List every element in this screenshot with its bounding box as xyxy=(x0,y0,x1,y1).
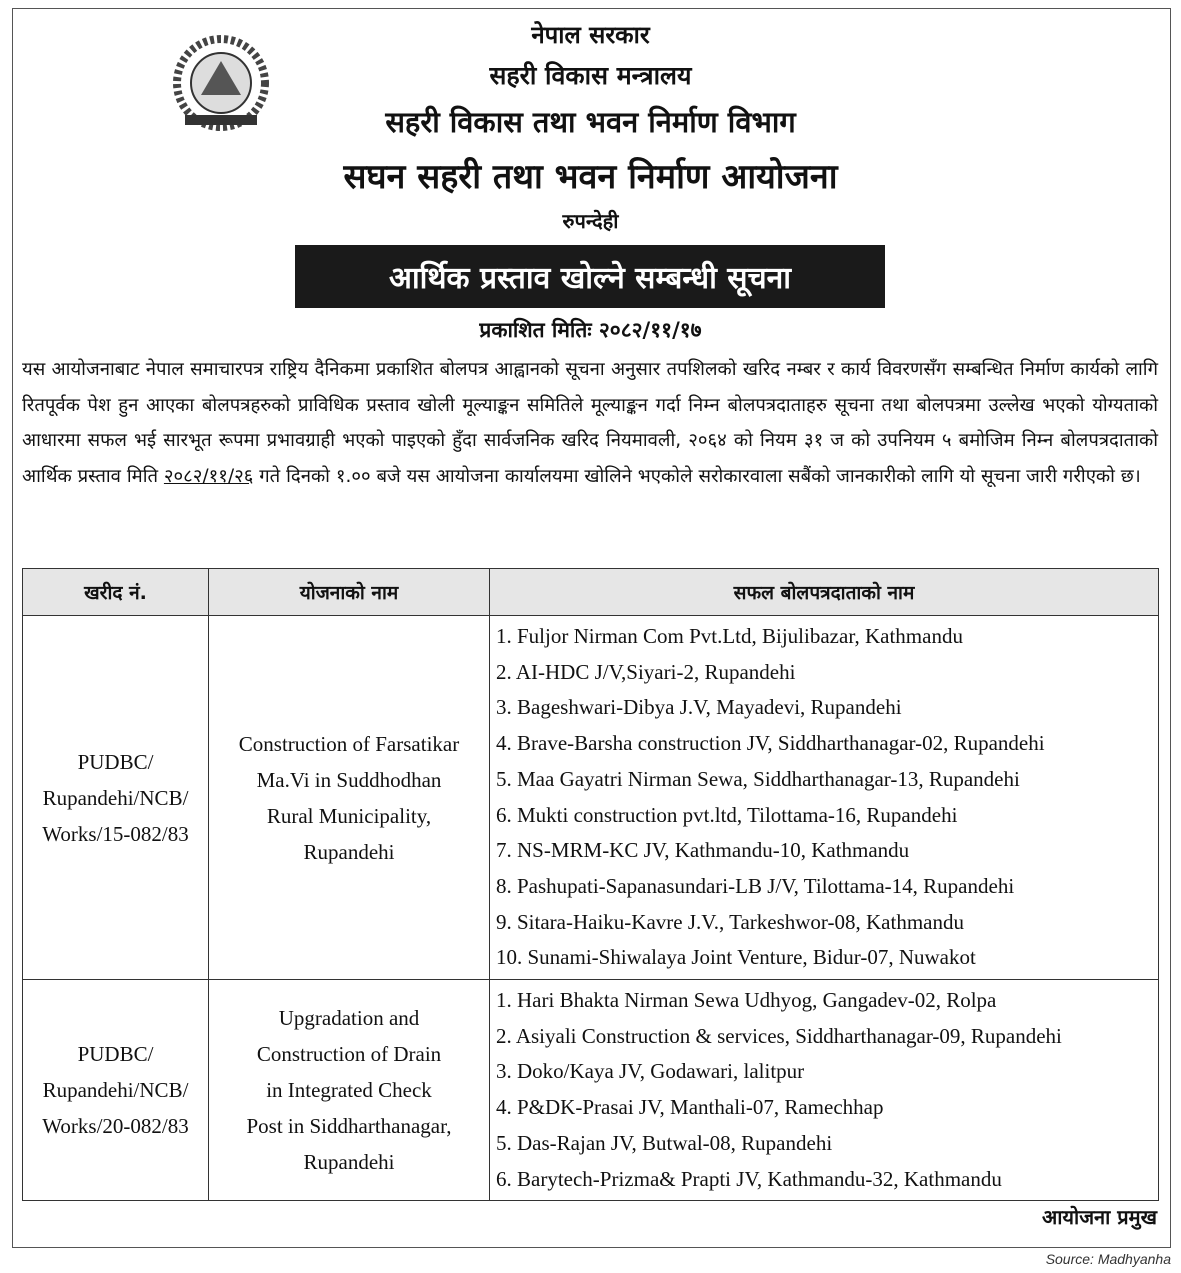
list-item: 5. Das-Rajan JV, Butwal-08, Rupandehi xyxy=(496,1130,833,1155)
bidders-table xyxy=(22,568,1159,1201)
list-item: 8. Pashupati-Sapanasundari-LB J/V, Tilottama-14, Rupandehi xyxy=(496,873,1015,898)
project-name: Construction of Farsatikar Ma.Vi in Suddhodhan Rural Municipality, Rupandehi xyxy=(209,616,490,980)
header-bidder-name: सफल बोलपत्रदाताको नाम xyxy=(490,569,1159,616)
notice-body xyxy=(22,352,1158,494)
list-item: 1. Fuljor Nirman Com Pvt.Ltd, Bijulibazar, Kathmandu xyxy=(496,624,963,648)
procurement-no: PUDBC/ Rupandehi/NCB/ Works/20-082/83 xyxy=(23,980,209,1201)
header-procurement-no: खरीद नं. xyxy=(23,569,209,616)
header-project-name: योजनाको नाम xyxy=(209,569,490,616)
source-credit: Source: Madhyanha xyxy=(1045,1251,1171,1267)
list-item: 5. Maa Gayatri Nirman Sewa, Siddharthanagar-13, Rupandehi xyxy=(496,766,1020,791)
body-text-end: गते दिनको १.०० बजे यस आयोजना कार्यालयमा खोलिने भएकोले सरोकारवाला सबैंको जानकारीको लागि यो सूचना जारी गरीएको छ। xyxy=(253,465,1141,487)
project-name: Upgradation and Construction of Drain in Integrated Check Post in Siddharthanagar, Rupandehi xyxy=(209,980,490,1201)
procurement-no: PUDBC/ Rupandehi/NCB/ Works/15-082/83 xyxy=(23,616,209,980)
signature-title: आयोजना प्रमुख xyxy=(1041,1205,1157,1229)
notice-title-banner: आर्थिक प्रस्ताव खोल्ने सम्बन्धी सूचना xyxy=(295,245,885,308)
list-item: 4. Brave-Barsha construction JV, Siddharthanagar-02, Rupandehi xyxy=(496,731,1045,756)
published-date: प्रकाशित मितिः २०८२/११/१७ xyxy=(479,318,702,342)
list-item: 4. P&DK-Prasai JV, Manthali-07, Ramechhap xyxy=(496,1095,884,1120)
list-item: 2. AI-HDC J/V,Siyari-2, Rupandehi xyxy=(496,659,796,684)
list-item: 7. NS-MRM-KC JV, Kathmandu-10, Kathmandu xyxy=(496,838,910,863)
header-line-4: सघन सहरी तथा भवन निर्माण आयोजना xyxy=(343,157,838,197)
bidder-list xyxy=(490,980,1159,1201)
table-header-row xyxy=(23,569,1159,616)
list-item: 6. Mukti construction pvt.ltd, Tilottama-16, Rupandehi xyxy=(496,802,958,827)
opening-date: २०८२/११/२६ xyxy=(163,465,254,487)
header-line-3: सहरी विकास तथा भवन निर्माण विभाग xyxy=(385,105,796,139)
list-item: 6. Barytech-Prizma& Prapti JV, Kathmandu-32, Kathmandu xyxy=(496,1166,1002,1191)
list-item: 2. Asiyali Construction & services, Siddharthanagar-09, Rupandehi xyxy=(496,1023,1062,1048)
list-item: 3. Bageshwari-Dibya J.V, Mayadevi, Rupandehi xyxy=(496,695,902,720)
list-item: 3. Doko/Kaya JV, Godawari, lalitpur xyxy=(496,1059,805,1084)
list-item: 1. Hari Bhakta Nirman Sewa Udhyog, Gangadev-02, Rolpa xyxy=(496,988,997,1013)
table-row xyxy=(23,616,1159,980)
header-line-2: सहरी विकास मन्त्रालय xyxy=(489,61,692,90)
list-item: 9. Sitara-Haiku-Kavre J.V., Tarkeshwor-08, Kathmandu xyxy=(496,909,964,934)
header-line-1: नेपाल सरकार xyxy=(531,21,650,49)
body-text: यस आयोजनाबाट नेपाल समाचारपत्र राष्ट्रिय दैनिकमा प्रकाशित बोलपत्र आह्वानको सूचना अनुसार तपशिलको खरिद नम्बर र कार्य विवरणसँग सम्बन्धित निर्माण कार्यको लागि रितपूर्वक पेश हुन आएका बोलपत्रहरुको प्राविधिक प्रस्ताव खोली मूल्याङ्कन समितिले मूल्याङ्कन गर्दा निम्न बोलपत्रदाताहरु सूचना तथा बोलपत्रमा उल्लेख भएको योग्यताको आधारमा सफल भई सारभूत रूपमा प्रभावग्राही भएको पाइएको हुँदा सार्वजनिक खरिद नियमावली, २०६४ को नियम ३१ ज को उपनियम ५ बमोजिम निम्न बोलपत्रदाताको आर्थिक प्रस्ताव मिति xyxy=(22,359,1158,487)
bidder-list xyxy=(490,616,1159,980)
table-row xyxy=(23,980,1159,1201)
list-item: 10. Sunami-Shiwalaya Joint Venture, Bidur-07, Nuwakot xyxy=(496,945,976,970)
header-line-5: रुपन्देही xyxy=(562,209,619,233)
